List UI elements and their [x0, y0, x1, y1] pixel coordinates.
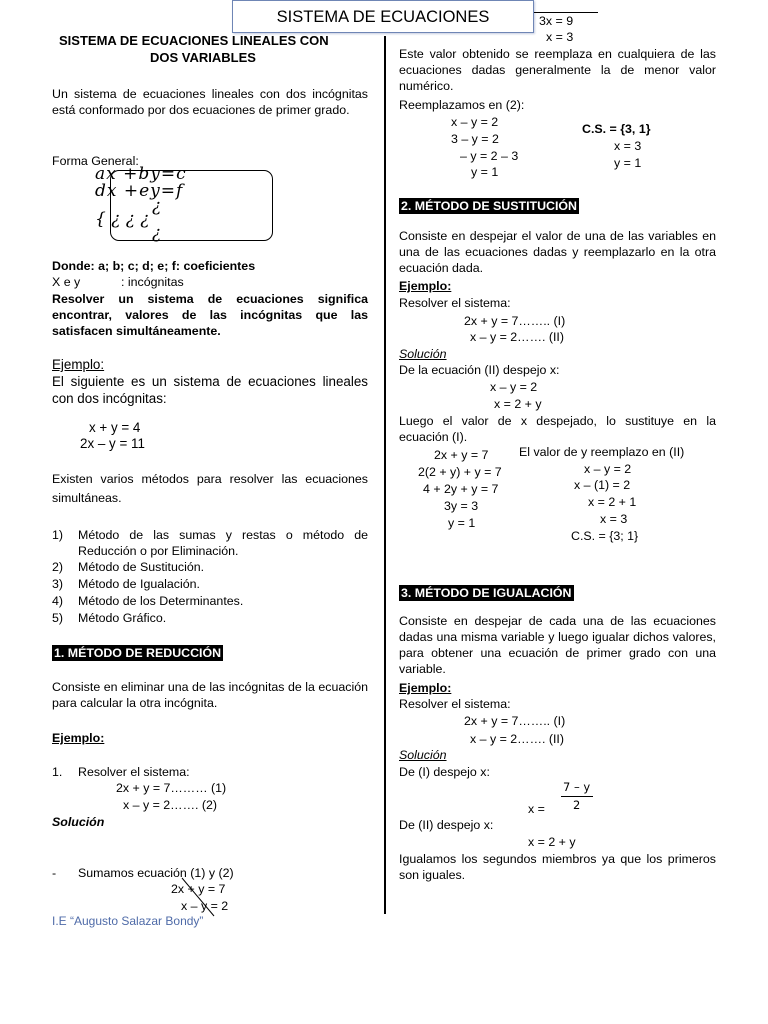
footer-school: I.E “Augusto Salazar Bondy”: [52, 914, 204, 928]
section3-d2: De (II) despejo x:: [399, 818, 494, 832]
section1-title: 1. MÉTODO DE REDUCCIÓN: [54, 646, 222, 660]
method-1-text2: Reducción o por Eliminación.: [78, 544, 239, 558]
sum-eq2: x – y = 2: [181, 899, 229, 913]
sust-left-2: 2(2 + y) + y = 7: [418, 465, 502, 479]
section3-resolver: Resolver el sistema:: [399, 697, 511, 711]
general-junk3: ¿: [152, 223, 162, 243]
metodos-intro: Existen varios métodos para resolver las ecuaciones simultáneas.: [52, 472, 368, 505]
sust-right-4: x = 3: [600, 512, 628, 526]
fraction-numerator: 7 – y: [563, 780, 591, 794]
sust-right-1: x – y = 2: [584, 462, 632, 476]
general-eq1: ax +by=c: [95, 164, 187, 184]
reemplazo-eq3: – y = 2 – 3: [460, 149, 519, 163]
ejemplo-label: Ejemplo:: [52, 357, 105, 372]
general-eq2: dx +ey=f: [95, 181, 184, 201]
general-junk1: ¿: [152, 196, 162, 216]
sumamos-dash: -: [52, 866, 57, 880]
left-heading-line2: DOS VARIABLES: [150, 50, 256, 65]
xey-label: X e y: [52, 275, 81, 289]
method-4-text: Método de los Determinantes.: [78, 594, 244, 608]
forma-general-label: Forma General:: [52, 154, 139, 168]
method-1-text: Método de las sumas y restas o método de: [78, 528, 368, 542]
section3-text: Consiste en despejar de cada una de las ecuaciones dadas una misma variable y luego igualar dichos valores, para obtener una ecuación de primer grado con una variable.: [399, 614, 716, 676]
general-junk2: { ¿ ¿ ¿: [95, 209, 150, 229]
method-5-num: 5): [52, 611, 64, 625]
section3-solucion: Solución: [399, 748, 447, 762]
ejemplo-eq1: x + y = 4: [89, 420, 141, 435]
ejemplo-text: El siguiente es un sistema de ecuaciones lineales con dos incógnitas:: [52, 374, 368, 406]
reemplazo-eq4: y = 1: [471, 165, 499, 179]
section3-eq1: 2x + y = 7…….. (I): [464, 714, 566, 728]
method-3-num: 3): [52, 577, 64, 591]
cs1-y: y = 1: [614, 156, 642, 170]
intro-paragraph: Un sistema de ecuaciones lineales con dos incógnitas está conformado por dos ecuaciones de primer grado.: [52, 87, 368, 117]
method-4-num: 4): [52, 594, 64, 608]
section1-ejemplo: Ejemplo:: [52, 731, 105, 745]
sust-left-3: 4 + 2y + y = 7: [423, 482, 499, 496]
top-eq2: x = 3: [546, 30, 574, 44]
section3-title: 3. MÉTODO DE IGUALACIÓN: [401, 586, 572, 600]
top-eq1: 3x = 9: [539, 14, 574, 28]
xey-value: : incógnitas: [121, 275, 184, 289]
reemplazamos-label: Reemplazamos en (2):: [399, 98, 525, 112]
reemplazo-eq1: x – y = 2: [451, 115, 499, 129]
section2-despejo: De la ecuación (II) despejo x:: [399, 363, 560, 377]
section2-luego: Luego el valor de x despejado, lo sustituye en la ecuación (I).: [399, 414, 716, 444]
section2-title: 2. MÉTODO DE SUSTITUCIÓN: [401, 199, 578, 213]
fraction-x-equals: x =: [528, 802, 545, 816]
section3-d1: De (I) despejo x:: [399, 765, 490, 779]
section3-d2-eq: x = 2 + y: [528, 835, 576, 849]
section1-eq1: 2x + y = 7……… (1): [116, 781, 227, 795]
sust-right-2: x – (1) = 2: [574, 478, 631, 492]
section2-resolver: Resolver el sistema:: [399, 296, 511, 310]
method-1-num: 1): [52, 528, 64, 542]
section1-solucion: Solución: [52, 815, 105, 829]
section2-d1: x – y = 2: [490, 380, 538, 394]
left-heading-line1: SISTEMA DE ECUACIONES LINEALES CON: [59, 33, 329, 48]
section3-ejemplo: Ejemplo:: [399, 681, 452, 695]
section1-text: Consiste en eliminar una de las incógnitas de la ecuación para calcular la otra incógnita.: [52, 680, 368, 710]
sumamos-text: Sumamos ecuación (1) y (2): [78, 866, 234, 880]
cs1-label: C.S. = {3, 1}: [582, 122, 651, 136]
sust-right-heading: El valor de y reemplazo en (II): [519, 445, 685, 459]
method-2-num: 2): [52, 560, 64, 574]
section2-ejemplo: Ejemplo:: [399, 279, 452, 293]
method-2-text: Método de Sustitución.: [78, 560, 205, 574]
sust-left-5: y = 1: [448, 516, 476, 530]
sust-right-3: x = 2 + 1: [588, 495, 637, 509]
sust-right-5: C.S. = {3; 1}: [571, 529, 639, 543]
donde-line: Donde: a; b; c; d; e; f: coeficientes: [52, 259, 256, 273]
section1-item: Resolver el sistema:: [78, 765, 190, 779]
ejemplo-eq2: 2x – y = 11: [80, 436, 145, 451]
section2-eq1: 2x + y = 7…….. (I): [464, 314, 566, 328]
section3-eq2: x – y = 2……. (II): [470, 732, 564, 746]
sum-eq1: 2x + y = 7: [171, 882, 226, 896]
valor-paragraph: Este valor obtenido se reemplaza en cualquiera de las ecuaciones dadas generalmente la de menor valor numérico.: [399, 47, 716, 93]
section1-item-num: 1.: [52, 765, 63, 779]
cs1-x: x = 3: [614, 139, 642, 153]
column-divider: [384, 36, 386, 914]
section2-text: Consiste en despejar el valor de una de las variables en una de las ecuaciones dadas y reemplazarlo en la otra ecuación dada.: [399, 229, 716, 275]
reemplazo-eq2: 3 – y = 2: [451, 132, 499, 146]
page-title: SISTEMA DE ECUACIONES: [232, 0, 534, 33]
resolver-paragraph: Resolver un sistema de ecuaciones significa encontrar, valores de las incógnitas que las satisfacen simultáneamente.: [52, 292, 368, 338]
sust-left-4: 3y = 3: [444, 499, 479, 513]
section2-d2: x = 2 + y: [494, 397, 542, 411]
sust-left-1: 2x + y = 7: [434, 448, 489, 462]
section1-eq2: x – y = 2……. (2): [123, 798, 217, 812]
method-3-text: Método de Igualación.: [78, 577, 200, 591]
section2-solucion: Solución: [399, 347, 447, 361]
fraction-denominator: 2: [573, 798, 581, 812]
section3-iguala: Igualamos los segundos miembros ya que los primeros son iguales.: [399, 852, 716, 882]
section2-eq2: x – y = 2……. (II): [470, 330, 564, 344]
method-5-text: Método Gráfico.: [78, 611, 167, 625]
